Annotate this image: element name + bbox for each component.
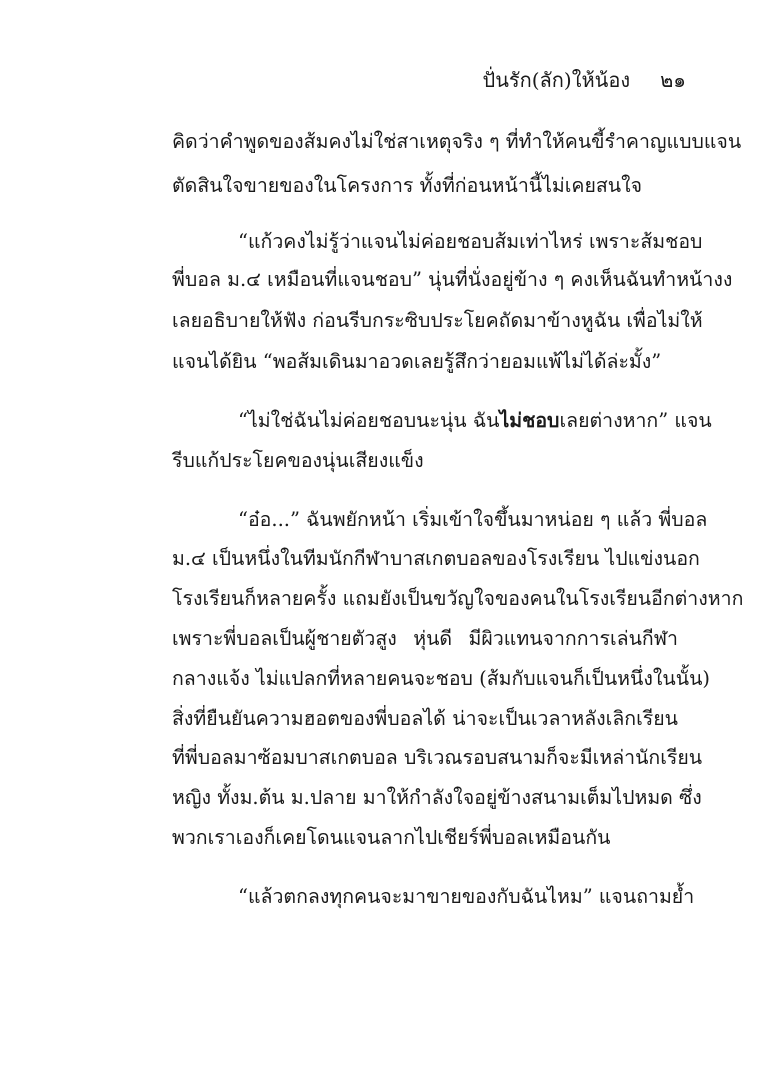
text-line: “อ๋อ...” ฉันพยักหน้า เริ่มเข้าใจขึ้นมาหน่อย ๆ แล้ว พี่บอล [238,508,708,531]
book-title: ปั่นรัก(ลัก)ให้น้อง [482,68,631,92]
text-line: ม.๔ เป็นหนึ่งในทีมนักกีฬาบาสเกตบอลของโรงเรียน ไปแข่งนอก [172,547,700,570]
text-line: “แก้วคงไม่รู้ว่าแจนไม่ค่อยชอบส้มเท่าไหร่ เพราะส้มชอบ [238,230,703,253]
text-line: หญิง ทั้งม.ต้น ม.ปลาย มาให้กำลังใจอยู่ข้างสนามเต็มไปหมด ซึ่ง [172,786,702,809]
text-line: คิดว่าคำพูดของส้มคงไม่ใช่สาเหตุจริง ๆ ที่ทำให้คนขี้รำคาญแบบแจน [172,130,742,153]
page-number: ๒๑ [660,68,686,92]
text-line: โรงเรียนก็หลายครั้ง แถมยังเป็นขวัญใจของคนในโรงเรียนอีกต่างหาก [172,587,744,610]
text-line: สิ่งที่ยืนยันความฮอตของพี่บอลได้ น่าจะเป็นเวลาหลังเลิกเรียน [172,707,678,730]
text-line: ตัดสินใจขายของในโครงการ ทั้งที่ก่อนหน้านี้ไม่เคยสนใจ [172,174,643,197]
text-line [238,409,712,433]
text-line: เพราะพี่บอลเป็นผู้ชายตัวสูง หุ่นดี มีผิวแทนจากการเล่นกีฬา [172,627,678,650]
text-line: พวกเราเองก็เคยโดนแจนลากไปเชียร์พี่บอลเหมือนกัน [172,826,611,849]
text-line: ที่พี่บอลมาซ้อมบาสเกตบอล บริเวณรอบสนามก็จะมีเหล่านักเรียน [172,746,703,769]
text-segment: “ไม่ใช่ฉันไม่ค่อยชอบนะนุ่น ฉัน [238,409,500,432]
text-line: กลางแจ้ง ไม่แปลกที่หลายคนจะชอบ (ส้มกับแจนก็เป็นหนึ่งในนั้น) [172,667,711,690]
text-line: พี่บอล ม.๔ เหมือนที่แจนชอบ” นุ่นที่นั่งอยู่ข้าง ๆ คงเห็นฉันทำหน้างง [172,268,733,291]
emphasis-text: ไม่ชอบ [499,409,560,432]
text-line: “แล้วตกลงทุกคนจะมาขายของกับฉันไหม” แจนถามย้ำ [238,885,695,908]
running-header [483,64,686,96]
text-line: เลยอธิบายให้ฟัง ก่อนรีบกระซิบประโยคถัดมาข้างหูฉัน เพื่อไม่ให้ [172,309,703,332]
text-line: รีบแก้ประโยคของนุ่นเสียงแข็ง [172,449,424,472]
text-line: แจนได้ยิน “พอส้มเดินมาอวดเลยรู้สึกว่ายอมแพ้ไม่ได้ล่ะมั้ง” [172,350,662,373]
text-segment: เลยต่างหาก” แจน [559,409,712,432]
